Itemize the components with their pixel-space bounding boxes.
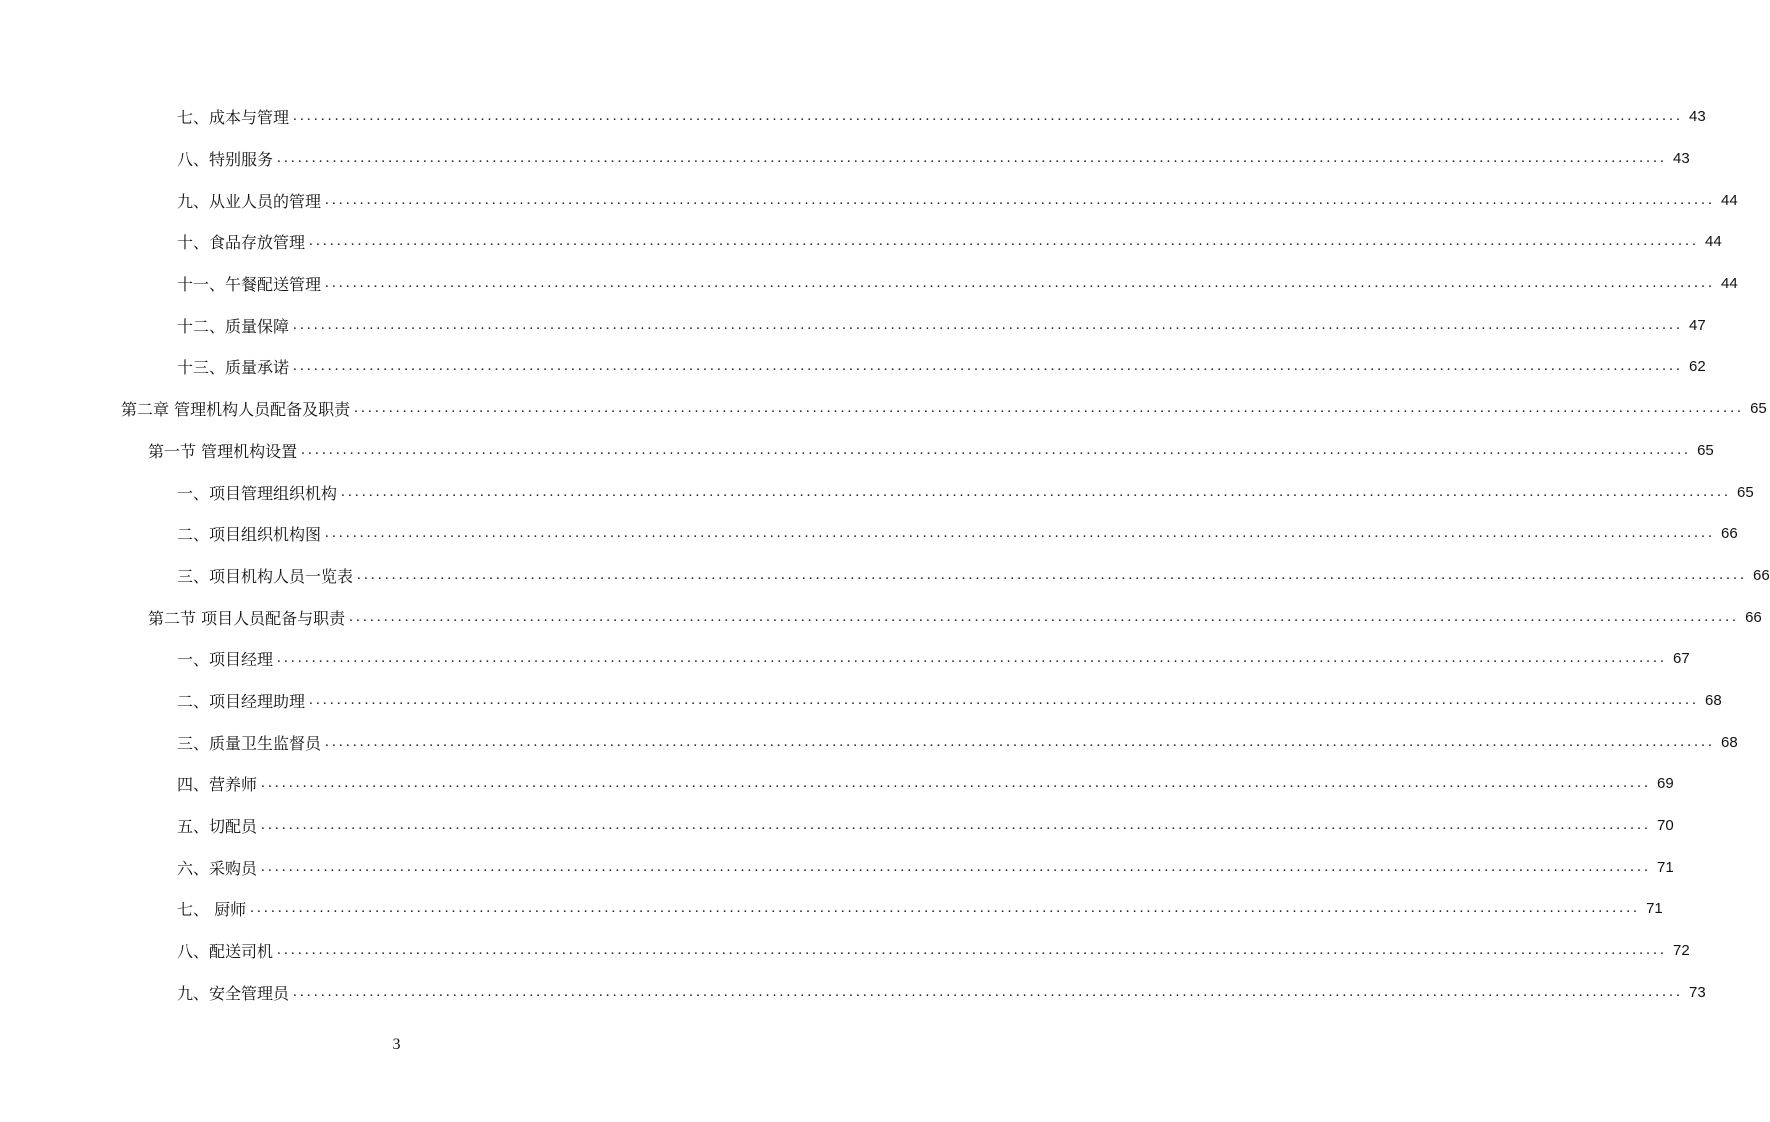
toc-dot-leader: ........................................................................................................................................................................................................ xyxy=(261,775,1652,792)
toc-entry[interactable] xyxy=(0,763,1674,805)
toc-entry-title: 三、项目机构人员一览表 xyxy=(177,564,357,587)
toc-dot-leader: ........................................................................................................................................................................................................ xyxy=(325,525,1716,542)
toc-entry-title: 二、项目经理助理 xyxy=(177,689,309,712)
toc-entry-title: 三、质量卫生监督员 xyxy=(177,731,325,754)
toc-entry-page: 43 xyxy=(1689,108,1706,126)
toc-dot-leader: ........................................................................................................................................................................................................ xyxy=(325,191,1716,208)
toc-entry-page: 71 xyxy=(1646,900,1663,918)
toc-entry-title: 十一、午餐配送管理 xyxy=(177,272,325,295)
toc-entry-page: 70 xyxy=(1657,817,1674,835)
toc-dot-leader: ........................................................................................................................................................................................................ xyxy=(349,608,1740,625)
toc-entry-title: 一、项目经理 xyxy=(177,647,277,670)
toc-entry[interactable] xyxy=(0,179,1738,221)
toc-entry[interactable] xyxy=(0,96,1706,138)
toc-entry-title: 一、项目管理组织机构 xyxy=(177,481,341,504)
toc-entry-page: 67 xyxy=(1673,650,1690,668)
toc-entry-title: 第一节 管理机构设置 xyxy=(148,439,301,462)
toc-entry[interactable] xyxy=(0,471,1754,513)
toc-dot-leader: ........................................................................................................................................................................................................ xyxy=(325,275,1716,292)
toc-dot-leader: ........................................................................................................................................................................................................ xyxy=(277,150,1668,167)
toc-dot-leader: ........................................................................................................................................................................................................ xyxy=(309,691,1700,708)
toc-entry[interactable] xyxy=(0,930,1690,972)
toc-entry-title: 九、从业人员的管理 xyxy=(177,189,325,212)
toc-entry-page: 62 xyxy=(1689,358,1706,376)
table-of-contents xyxy=(0,96,1770,1013)
toc-entry-title: 七、 厨师 xyxy=(177,897,250,920)
toc-entry-page: 47 xyxy=(1689,316,1706,334)
toc-entry-page: 66 xyxy=(1753,566,1770,584)
toc-entry[interactable] xyxy=(0,680,1722,722)
toc-entry-page: 43 xyxy=(1673,150,1690,168)
toc-dot-leader: ........................................................................................................................................................................................................ xyxy=(277,650,1668,667)
toc-entry-page: 68 xyxy=(1721,733,1738,751)
toc-entry[interactable] xyxy=(0,971,1706,1013)
toc-entry[interactable] xyxy=(0,555,1770,597)
toc-entry-page: 66 xyxy=(1745,608,1762,626)
toc-entry-page: 65 xyxy=(1697,441,1714,459)
toc-dot-leader: ........................................................................................................................................................................................................ xyxy=(309,233,1700,250)
toc-entry-title: 十二、质量保障 xyxy=(177,314,293,337)
toc-entry[interactable] xyxy=(0,805,1674,847)
toc-entry-page: 44 xyxy=(1721,191,1738,209)
toc-entry-page: 66 xyxy=(1721,525,1738,543)
toc-dot-leader: ........................................................................................................................................................................................................ xyxy=(354,400,1745,417)
toc-dot-leader: ........................................................................................................................................................................................................ xyxy=(357,566,1748,583)
toc-entry-title: 七、成本与管理 xyxy=(177,105,293,128)
toc-entry-page: 65 xyxy=(1737,483,1754,501)
toc-entry-title: 五、切配员 xyxy=(177,814,261,837)
toc-dot-leader: ........................................................................................................................................................................................................ xyxy=(261,817,1652,834)
toc-entry-title: 九、安全管理员 xyxy=(177,981,293,1004)
toc-dot-leader: ........................................................................................................................................................................................................ xyxy=(250,900,1641,917)
toc-entry[interactable] xyxy=(0,304,1706,346)
toc-dot-leader: ........................................................................................................................................................................................................ xyxy=(261,858,1652,875)
toc-entry-page: 72 xyxy=(1673,942,1690,960)
toc-entry-title: 二、项目组织机构图 xyxy=(177,522,325,545)
toc-entry[interactable] xyxy=(0,846,1674,888)
toc-entry-title: 四、营养师 xyxy=(177,772,261,795)
toc-entry[interactable] xyxy=(0,346,1706,388)
toc-entry-title: 六、采购员 xyxy=(177,856,261,879)
toc-entry-title: 八、配送司机 xyxy=(177,939,277,962)
toc-dot-leader: ........................................................................................................................................................................................................ xyxy=(293,316,1684,333)
toc-entry-page: 71 xyxy=(1657,858,1674,876)
toc-entry-title: 十、食品存放管理 xyxy=(177,230,309,253)
toc-entry[interactable] xyxy=(0,388,1767,430)
toc-dot-leader: ........................................................................................................................................................................................................ xyxy=(277,942,1668,959)
toc-entry-page: 44 xyxy=(1705,233,1722,251)
toc-entry[interactable] xyxy=(0,221,1722,263)
toc-entry[interactable] xyxy=(0,138,1690,180)
toc-entry-title: 第二节 项目人员配备与职责 xyxy=(148,606,349,629)
toc-dot-leader: ........................................................................................................................................................................................................ xyxy=(325,733,1716,750)
toc-entry-page: 44 xyxy=(1721,275,1738,293)
toc-entry[interactable] xyxy=(0,263,1738,305)
toc-entry-page: 65 xyxy=(1750,400,1767,418)
toc-entry-title: 第二章 管理机构人员配备及职责 xyxy=(121,397,354,420)
toc-dot-leader: ........................................................................................................................................................................................................ xyxy=(341,483,1732,500)
toc-entry-page: 68 xyxy=(1705,691,1722,709)
toc-entry[interactable] xyxy=(0,638,1690,680)
toc-entry-title: 十三、质量承诺 xyxy=(177,355,293,378)
toc-entry-page: 73 xyxy=(1689,983,1706,1001)
toc-entry-page: 69 xyxy=(1657,775,1674,793)
toc-dot-leader: ........................................................................................................................................................................................................ xyxy=(293,108,1684,125)
toc-dot-leader: ........................................................................................................................................................................................................ xyxy=(293,358,1684,375)
toc-entry[interactable] xyxy=(0,596,1762,638)
toc-entry[interactable] xyxy=(0,721,1738,763)
toc-dot-leader: ........................................................................................................................................................................................................ xyxy=(293,983,1684,1000)
toc-entry[interactable] xyxy=(0,888,1663,930)
toc-entry[interactable] xyxy=(0,513,1738,555)
toc-dot-leader: ........................................................................................................................................................................................................ xyxy=(301,441,1692,458)
page-number: 3 xyxy=(392,1036,401,1053)
toc-entry-title: 八、特别服务 xyxy=(177,147,277,170)
toc-entry[interactable] xyxy=(0,430,1714,472)
